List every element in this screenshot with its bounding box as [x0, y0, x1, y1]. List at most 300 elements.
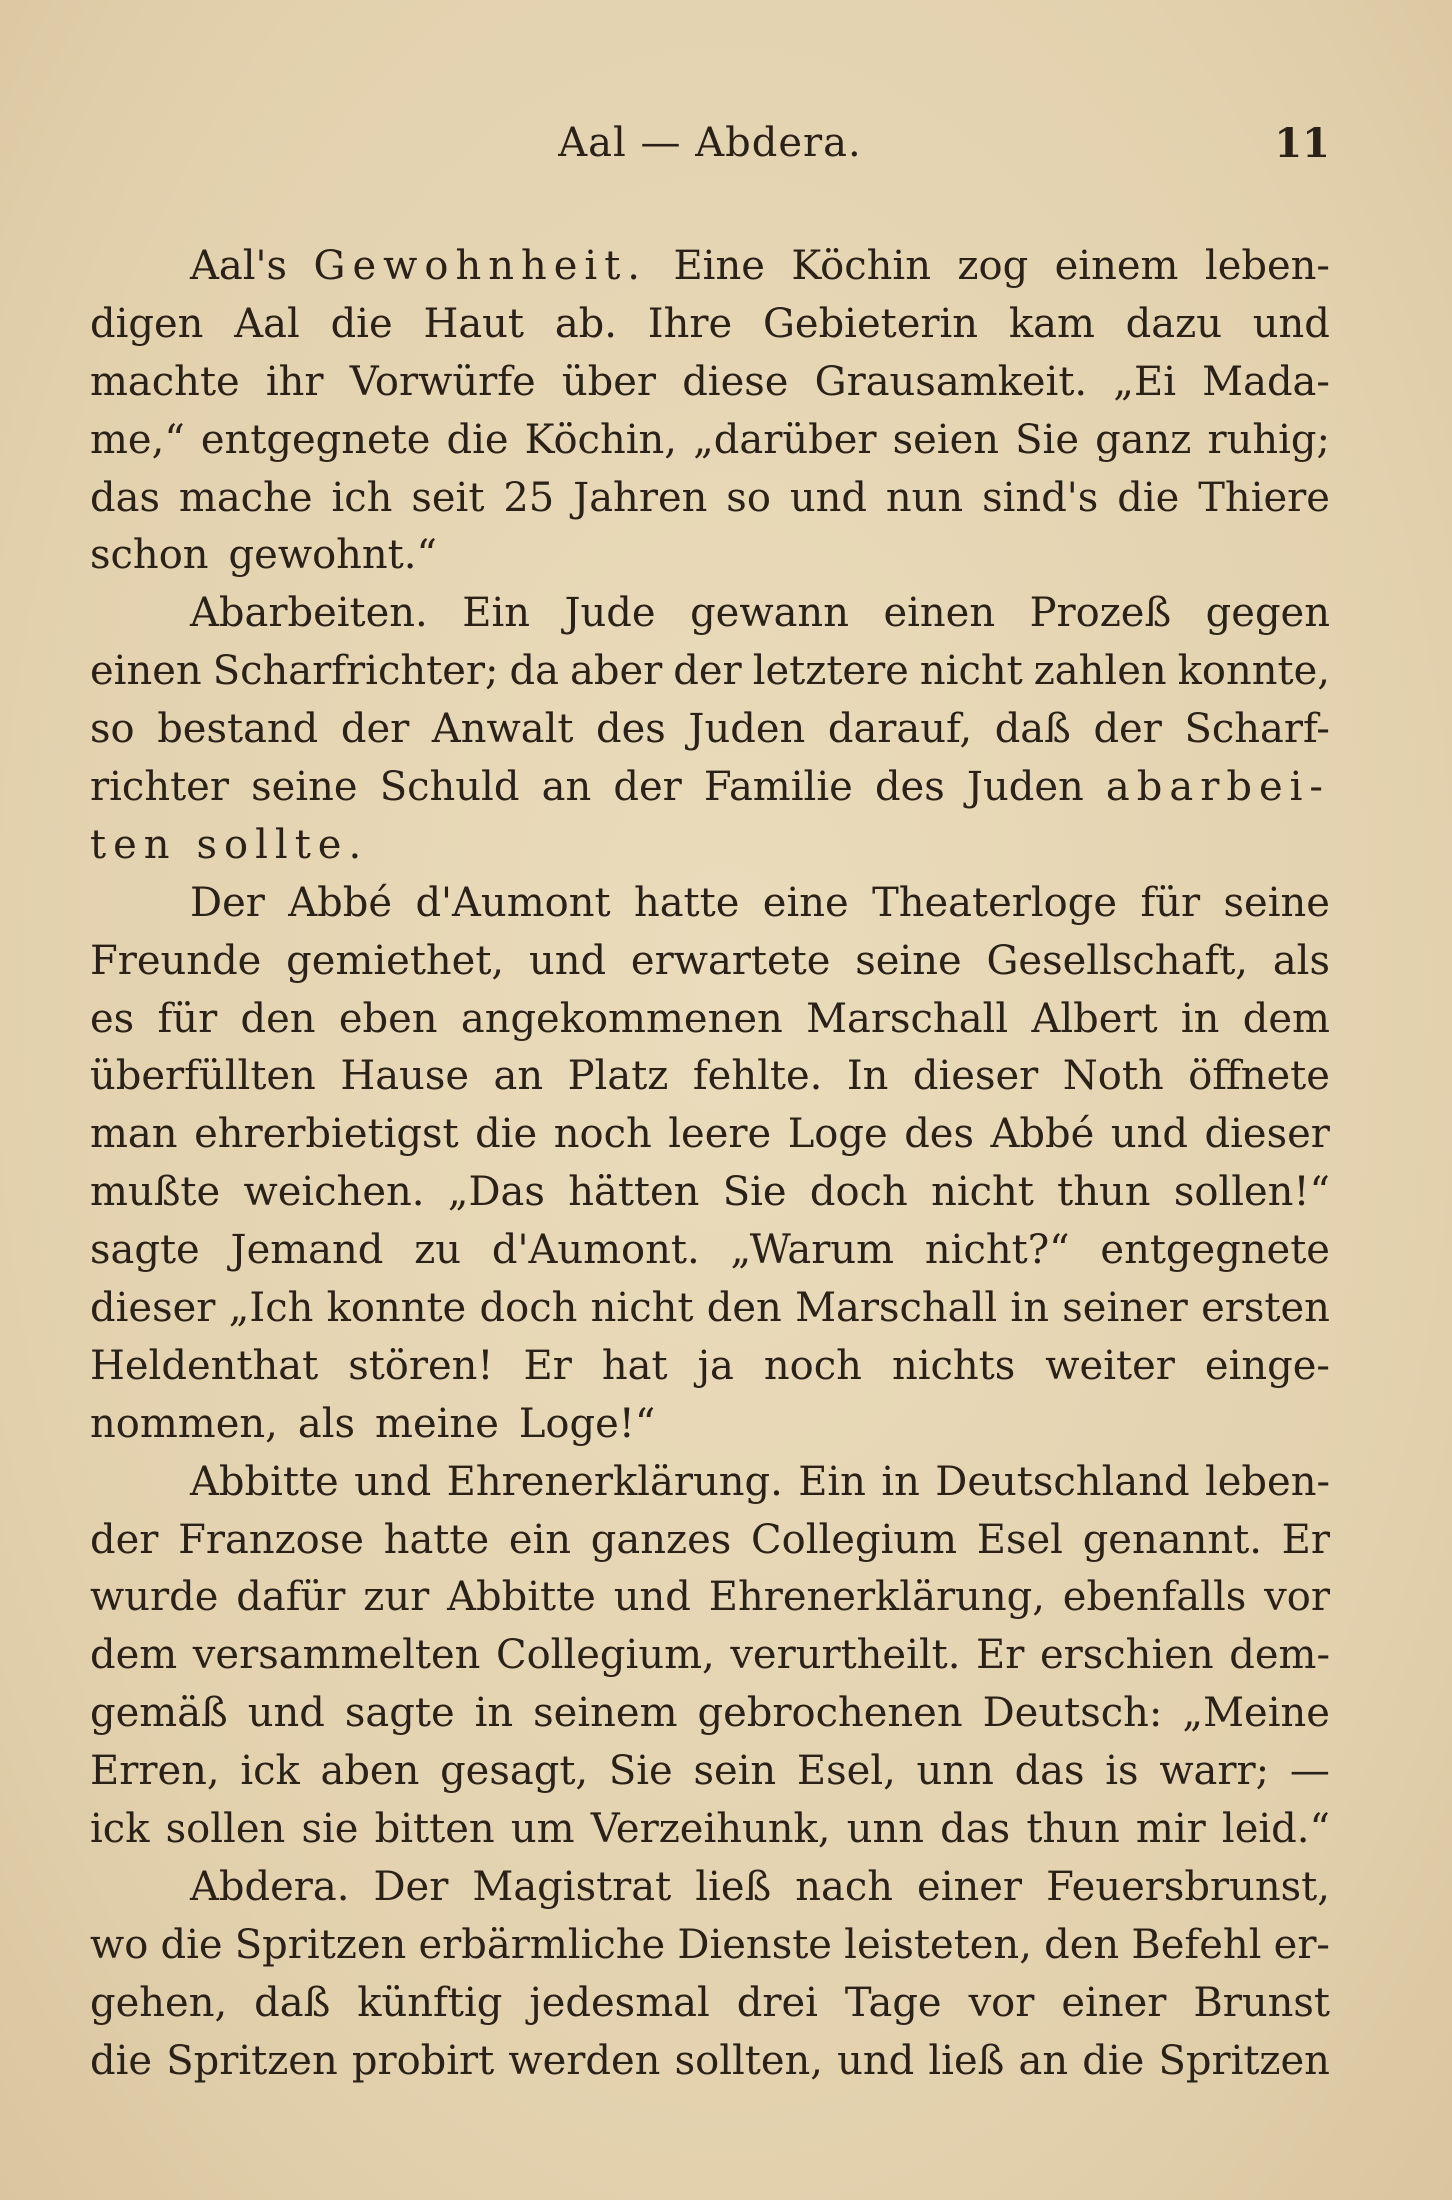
word: Marschall	[795, 1285, 998, 1332]
word: Abbé	[990, 1111, 1095, 1158]
word: und	[1110, 1111, 1188, 1158]
word: des	[596, 706, 666, 753]
word: Deutschland	[935, 1458, 1190, 1505]
word: sollten,	[674, 2037, 823, 2084]
word: ruhig;	[1207, 416, 1330, 463]
word: zu	[414, 1227, 462, 1274]
text-line	[90, 2033, 1330, 2091]
word: Theaterloge	[872, 879, 1118, 926]
word: „Das	[447, 1169, 545, 1216]
word: leben-	[1204, 1458, 1330, 1505]
word: noch	[763, 1342, 862, 1389]
word: Marschall	[806, 995, 1009, 1042]
word: die	[160, 1921, 223, 1968]
word: ick	[240, 1748, 300, 1795]
word: thun	[1057, 1169, 1151, 1216]
text-line	[90, 1801, 1330, 1859]
page-number: 11	[1274, 120, 1330, 167]
word: nun	[885, 474, 964, 521]
word: Thiere	[1198, 474, 1330, 521]
word: angekommenen	[460, 995, 783, 1042]
word: Abbé	[288, 879, 393, 926]
text-line	[90, 1975, 1330, 2033]
word: vor	[968, 1979, 1035, 2026]
word: überfüllten	[90, 1053, 316, 1100]
word: zog	[957, 243, 1029, 289]
word: aben	[320, 1748, 420, 1795]
word: erschien	[1039, 1632, 1214, 1679]
word: öffnete	[1188, 1053, 1330, 1100]
word: einge-	[1204, 1342, 1330, 1389]
word: bestand	[157, 706, 319, 753]
word: „Ich	[228, 1285, 314, 1332]
text-line	[90, 412, 1330, 470]
word: das	[90, 474, 160, 521]
text-line	[90, 1338, 1330, 1396]
word: Der	[190, 879, 265, 926]
text-line	[90, 701, 1330, 759]
word: da	[509, 648, 559, 695]
text-line	[90, 643, 1330, 701]
body-text	[90, 238, 1330, 2091]
word: sollen!“	[1173, 1169, 1330, 1216]
text-line	[90, 1743, 1330, 1801]
word: ihr	[265, 358, 324, 405]
word: Ein	[462, 590, 531, 637]
word: die	[330, 300, 393, 347]
word: und	[1252, 300, 1330, 347]
word: nach	[795, 1863, 894, 1910]
word: warr;	[1159, 1748, 1270, 1795]
word: Esel	[976, 1516, 1063, 1563]
word: dieser	[90, 1285, 216, 1332]
word: Loge!“	[518, 1400, 656, 1447]
word: doch	[479, 1285, 578, 1332]
word: gemiethet,	[286, 937, 505, 984]
word: mache	[178, 474, 313, 521]
word: Sie	[722, 1169, 787, 1216]
word: kam	[1008, 300, 1095, 347]
word: thun	[1026, 1806, 1120, 1853]
word: zur	[363, 1574, 430, 1621]
word: unn	[916, 1748, 994, 1795]
word: über	[561, 358, 657, 405]
word: drei	[736, 1979, 818, 2026]
word: machte	[90, 358, 240, 405]
word: d'Aumont	[415, 879, 611, 926]
word: nicht?“	[924, 1227, 1070, 1274]
text-line	[90, 759, 1330, 817]
text-line	[90, 1569, 1330, 1627]
word: Abbitte	[190, 1458, 339, 1505]
text-line	[90, 585, 1330, 643]
word: Aal	[234, 300, 300, 347]
word: richter	[90, 764, 229, 811]
word: gemäß	[90, 1690, 228, 1737]
word: werden	[508, 2037, 661, 2084]
text-line	[90, 238, 1330, 296]
running-title: Aal — Abdera.	[558, 120, 862, 166]
word: Jemand	[230, 1227, 384, 1274]
word: abarbei-	[1105, 764, 1330, 811]
word: dem	[90, 1632, 178, 1679]
word: ließ	[695, 1863, 772, 1910]
word: aber	[569, 648, 663, 695]
word: dem-	[1229, 1632, 1330, 1679]
word: ganzes	[590, 1516, 732, 1563]
word: ehrerbietigst	[194, 1111, 459, 1158]
word: Heldenthat	[90, 1342, 319, 1389]
word: Der	[373, 1863, 449, 1910]
word: leisteten,	[844, 1921, 1032, 1968]
word: Jude	[564, 590, 656, 637]
word: Jahren	[573, 474, 708, 521]
word: Ehrenerklärung,	[708, 1574, 1045, 1621]
text-line	[90, 1222, 1330, 1280]
word: Collegium	[751, 1516, 958, 1563]
word: einer	[1061, 1979, 1167, 2026]
word: Er	[523, 1342, 572, 1389]
word: wurde	[90, 1574, 219, 1621]
word: sagte	[90, 1227, 200, 1274]
word: seinem	[533, 1690, 678, 1737]
word: Gebieterin	[762, 300, 979, 347]
word: digen	[90, 300, 204, 347]
word: Verzeihunk,	[590, 1806, 831, 1853]
word: Collegium,	[495, 1632, 715, 1679]
text-line	[90, 1685, 1330, 1743]
word: is	[1105, 1748, 1139, 1795]
word: konnte,	[1177, 648, 1330, 695]
word: erbärmliche	[418, 1921, 666, 1968]
word: sein	[693, 1748, 777, 1795]
word: so	[726, 474, 771, 521]
word: den	[240, 995, 316, 1042]
word: sollen	[165, 1806, 286, 1853]
word: in	[1010, 1285, 1049, 1332]
word: bitten	[374, 1806, 495, 1853]
word: Er	[1281, 1516, 1330, 1563]
word: in	[1180, 995, 1220, 1042]
word: dafür	[236, 1574, 346, 1621]
text-line	[90, 1917, 1330, 1975]
word: ein	[508, 1516, 572, 1563]
word: seit	[411, 474, 485, 521]
word: Spritzen	[1158, 2037, 1330, 2084]
word: mir	[1135, 1806, 1206, 1853]
word: der	[1093, 706, 1162, 753]
word: meine	[375, 1400, 499, 1447]
word: —	[1289, 1748, 1330, 1795]
text-line	[90, 1627, 1330, 1685]
word: Hause	[340, 1053, 470, 1100]
word: seine	[855, 937, 962, 984]
word: gegen	[1205, 590, 1330, 637]
word: fehlte.	[692, 1053, 823, 1100]
text-line	[90, 933, 1330, 991]
word: Köchin,	[524, 416, 677, 463]
text-line	[90, 991, 1330, 1049]
word: hätten	[568, 1169, 700, 1216]
word: Brunst	[1193, 1979, 1330, 2026]
word: leid.“	[1221, 1806, 1330, 1853]
word: Haut	[423, 300, 525, 347]
word: seiner	[1062, 1285, 1188, 1332]
word: Platz	[567, 1053, 669, 1100]
word: gesagt,	[440, 1748, 589, 1795]
text-line	[90, 1280, 1330, 1338]
word: Juden	[966, 764, 1084, 811]
word: „Warum	[730, 1227, 895, 1274]
word: Er	[976, 1632, 1025, 1679]
word: Aal's	[190, 243, 288, 289]
word: Juden	[688, 706, 806, 753]
word: einer	[917, 1863, 1023, 1910]
word: Scharf-	[1184, 706, 1330, 753]
word: 25	[503, 474, 555, 521]
word: unn	[846, 1806, 924, 1853]
text-line	[90, 817, 1330, 875]
word: seine	[1223, 879, 1330, 926]
word: als	[1272, 937, 1330, 984]
word: an	[1018, 2037, 1069, 2084]
word: dem	[1242, 995, 1330, 1042]
word: Sie	[1015, 416, 1079, 463]
word: der	[673, 648, 742, 695]
word: Albert	[1031, 995, 1158, 1042]
word: sie	[301, 1806, 359, 1853]
word: „Meine	[1182, 1690, 1330, 1737]
text-line	[90, 1048, 1330, 1106]
word: daß	[994, 706, 1071, 753]
word: weiter	[1045, 1342, 1175, 1389]
word: einen	[90, 648, 202, 695]
word: Ein	[798, 1458, 866, 1505]
word: Magistrat	[472, 1863, 672, 1910]
word: und	[789, 474, 867, 521]
word: in	[881, 1458, 920, 1505]
word: nicht	[931, 1169, 1034, 1216]
word: ich	[331, 474, 393, 521]
word: Köchin	[791, 243, 931, 289]
word: nicht	[590, 1285, 694, 1332]
word: stören!	[348, 1342, 494, 1389]
word: Spritzen	[166, 2037, 338, 2084]
word: me,“	[90, 416, 185, 463]
word: verurtheilt.	[730, 1632, 961, 1679]
word: und	[354, 1458, 432, 1505]
word: Familie	[703, 764, 853, 811]
word: ab.	[554, 300, 617, 347]
word: um	[510, 1806, 575, 1853]
text-line	[90, 296, 1330, 354]
word: und	[528, 937, 607, 984]
word: künftig	[357, 1979, 503, 2026]
word: nicht	[919, 648, 1023, 695]
word: Franzose	[178, 1516, 364, 1563]
word: Abarbeiten.	[190, 590, 428, 637]
word: In	[846, 1053, 889, 1100]
word: man	[90, 1111, 178, 1158]
word: vor	[1264, 1574, 1330, 1621]
word: der	[613, 764, 682, 811]
word: an	[493, 1053, 544, 1100]
word: seine	[251, 764, 358, 811]
word: die	[475, 1111, 538, 1158]
word: gewohnt.“	[228, 532, 437, 579]
word: Ihre	[647, 300, 733, 347]
word: d'Aumont.	[491, 1227, 700, 1274]
word: schon	[90, 532, 209, 579]
word: des	[874, 764, 945, 811]
word: Freunde	[90, 937, 262, 984]
word: sind's	[982, 474, 1099, 521]
word: konnte	[326, 1285, 467, 1332]
text-line	[90, 470, 1330, 528]
word: seien	[892, 416, 1000, 463]
word: hat	[601, 1342, 668, 1389]
word: Ehrenerklärung.	[446, 1458, 783, 1505]
word: wo	[90, 1921, 149, 1968]
word: die	[90, 2037, 153, 2084]
text-line	[90, 354, 1330, 412]
word: sagte	[344, 1690, 455, 1737]
word: Abbitte	[447, 1574, 596, 1621]
word: Esel,	[796, 1748, 896, 1795]
text-line	[90, 1512, 1330, 1570]
word: noch	[553, 1111, 652, 1158]
word: daß	[254, 1979, 331, 2026]
word: gehen,	[90, 1979, 228, 2026]
word: in	[474, 1690, 514, 1737]
word: Eine	[673, 243, 765, 289]
word: Feuersbrunst,	[1046, 1863, 1330, 1910]
word: Dienste	[677, 1921, 832, 1968]
word: das	[940, 1806, 1011, 1853]
word: ließ	[928, 2037, 1005, 2084]
word: doch	[809, 1169, 908, 1216]
word: nichts	[891, 1342, 1016, 1389]
word: mußte	[90, 1169, 221, 1216]
word: Schuld	[379, 764, 520, 811]
word: Tage	[844, 1979, 942, 2026]
word: Mada-	[1202, 358, 1330, 405]
word: für	[1140, 879, 1201, 926]
word: den	[706, 1285, 782, 1332]
word: versammelten	[192, 1632, 481, 1679]
word: ja	[697, 1342, 734, 1389]
word: hatte	[383, 1516, 490, 1563]
text-line	[90, 527, 1330, 585]
word: entgegnete	[200, 416, 431, 463]
word: ten	[90, 821, 177, 868]
page-header	[90, 120, 1330, 180]
word: ick	[90, 1806, 150, 1853]
word: so	[90, 706, 135, 753]
word: er-	[1273, 1921, 1330, 1968]
text-line	[90, 1859, 1330, 1917]
word: Befehl	[1131, 1921, 1262, 1968]
word: genannt.	[1082, 1516, 1262, 1563]
word: Abdera.	[190, 1863, 350, 1910]
word: hatte	[633, 879, 740, 926]
word: erwartete	[630, 937, 831, 984]
word: leben-	[1204, 243, 1330, 289]
text-line	[90, 1106, 1330, 1164]
word: Sie	[608, 1748, 673, 1795]
word: sollte.	[196, 821, 369, 868]
word: dieser	[912, 1053, 1039, 1100]
word: darauf,	[827, 706, 973, 753]
word: Vorwürfe	[349, 358, 536, 405]
word: ebenfalls	[1062, 1574, 1247, 1621]
word: eben	[338, 995, 438, 1042]
word: und	[247, 1690, 325, 1737]
word: Gewohnheit.	[313, 243, 647, 289]
word: als	[297, 1400, 356, 1447]
word: und	[837, 2037, 915, 2084]
word: nommen,	[90, 1400, 278, 1447]
word: die	[1082, 2037, 1145, 2084]
word: eine	[762, 879, 849, 926]
word: ganz	[1095, 416, 1192, 463]
word: Anwalt	[431, 706, 574, 753]
text-line	[90, 1454, 1330, 1512]
word: diese	[682, 358, 789, 405]
word: Grausamkeit.	[814, 358, 1088, 405]
word: weichen.	[243, 1169, 425, 1216]
text-line	[90, 1164, 1330, 1222]
word: gebrochenen	[697, 1690, 963, 1737]
word: jedesmal	[529, 1979, 710, 2026]
word: einem	[1054, 243, 1179, 289]
text-line	[90, 875, 1330, 933]
word: probirt	[351, 2037, 495, 2084]
text-line	[90, 1396, 1330, 1454]
word: entgegnete	[1100, 1227, 1330, 1274]
word: an	[541, 764, 592, 811]
word: Noth	[1062, 1053, 1164, 1100]
word: dazu	[1125, 300, 1222, 347]
word: die	[1117, 474, 1180, 521]
word: das	[1014, 1748, 1085, 1795]
word: der	[90, 1516, 159, 1563]
word: Spritzen	[234, 1921, 407, 1968]
word: gewann	[690, 590, 849, 637]
word: die	[446, 416, 509, 463]
word: den	[1044, 1921, 1120, 1968]
word: „darüber	[693, 416, 877, 463]
word: Gesellschaft,	[986, 937, 1249, 984]
word: einen	[883, 590, 996, 637]
word: für	[157, 995, 218, 1042]
word: leere	[668, 1111, 772, 1158]
word: Deutsch:	[982, 1690, 1163, 1737]
word: Prozeß	[1029, 590, 1172, 637]
word: Scharfrichter;	[212, 648, 499, 695]
word: es	[90, 995, 135, 1042]
word: Erren,	[90, 1748, 220, 1795]
word: letztere	[752, 648, 909, 695]
word: der	[340, 706, 410, 753]
word: ersten	[1201, 1285, 1330, 1332]
word: dieser	[1204, 1111, 1330, 1158]
word: des	[904, 1111, 974, 1158]
word: „Ei	[1113, 358, 1176, 405]
word: und	[613, 1574, 691, 1621]
word: Loge	[787, 1111, 888, 1158]
word: zahlen	[1033, 648, 1167, 695]
